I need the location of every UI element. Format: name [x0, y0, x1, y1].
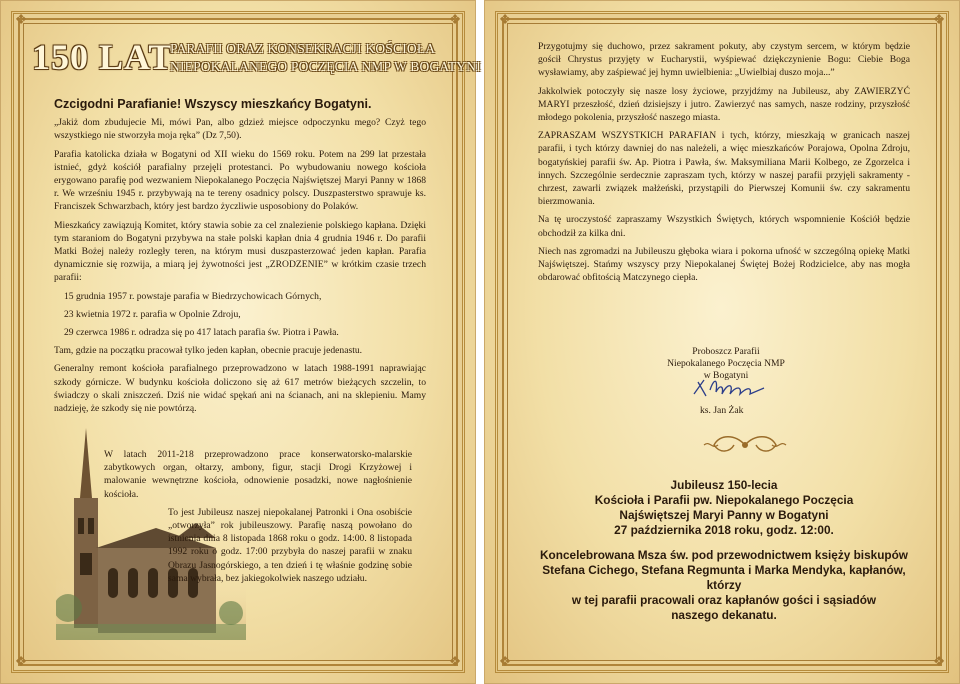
- list-item: 29 czerwca 1986 r. odradza się po 417 latach parafia św. Piotra i Pawła.: [64, 327, 339, 339]
- corner-ornament-icon: ❖: [932, 13, 946, 28]
- paragraph-invitation: ZAPRASZAM WSZYSTKICH PARAFIAN i tych, którzy, mieszkają w granicach naszej parafii, i tych którzy dawniej do nas należeli, a więc mieszkańców Porajowa, Opolna Zdroju, bogatyńskiej parafii św. Ap. Piotra i Pawła, św. Maksymiliana Marii Kolbego, ze Zgorzelca i innych. Szczególnie serdecznie zapraszam tych, którzy w naszej parafii przyjęli sakramenty - chrzest, zawarli związek małżeński, przystąpili do Pierwszej Komunii św. czy sakramentu bierzmowania.: [538, 130, 910, 208]
- mass-line-3: w tej parafii pracowali oraz kapłanów gości i sąsiadów: [571, 593, 877, 607]
- paragraph-conservation: W latach 2011-218 przeprowadzono prace konserwatorsko-malarskie zabytkowych organ, ołtarzy, ambony, figur, stacji Drogi Krzyżowej i malowanie wewnętrzne kościoła, odnowienie posadzki, nowe nagłośnienie kościoła.: [104, 449, 412, 500]
- left-text-body: [54, 98, 426, 420]
- handwritten-signature: [690, 372, 770, 404]
- signature-title-3: w Bogatyni: [703, 370, 749, 381]
- left-text-body-lower: [100, 448, 412, 590]
- signature-title-1: Proboszcz Parafii: [692, 346, 760, 357]
- signature-name: ks. Jan Żak: [700, 405, 744, 416]
- paragraph-entrust: Jakkolwiek potoczyły się nasze losy życiowe, przyjdźmy na Jubileusz, aby ZAWIERZYĆ MARYI przeszłość, dzień dzisiejszy i jutro. Zawierzyć nas samych, nasze rodziny, przyszłość młodego pokolenia, przyszłość naszego miasta.: [538, 85, 910, 124]
- right-text-body: [538, 40, 910, 289]
- corner-ornament-icon: ❖: [498, 13, 512, 28]
- event-line-2: Kościoła i Parafii pw. Niepokalanego Poczęcia: [594, 493, 854, 507]
- jubilee-header: [32, 36, 481, 84]
- event-date: 27 października 2018 roku, godz. 12:00.: [614, 523, 834, 537]
- paragraph-history: Parafia katolicka działa w Bogatyni od XII wieku do 1569 roku. Potem na 299 lat przestała istnieć, gdyż kościół parafialny przejęli protestanci. Po wybudowaniu nowego kościoła erygowano parafię pod wezwaniem Niepokalanego Poczęcia Najświętszej Maryi Panny w 1868 r. We wrześniu 1945 r. przybywają na te tereny osadnicy polscy. Duszpasterstwo sprawuje ks. Franciszek Schwarzbach, który jest bardzo życzliwie usposobiony do Polaków.: [54, 148, 426, 213]
- mass-info: [528, 548, 920, 623]
- jubilee-title-150: 150 LAT: [32, 37, 174, 77]
- mass-line-1: Koncelebrowana Msza św. pod przewodnictwem księży biskupów: [540, 548, 908, 562]
- paragraph-all-saints: Na tę uroczystość zapraszamy Wszystkich Świętych, których wspomnienie Kościół będzie obchodził za kilka dni.: [538, 214, 910, 239]
- mass-line-4: naszego dekanatu.: [671, 608, 777, 622]
- corner-ornament-icon: ❖: [448, 13, 462, 28]
- corner-ornament-icon: ❖: [14, 655, 28, 670]
- paragraph-renovation: Generalny remont kościoła parafialnego przeprowadzono w latach 1988-1991 naprawiając szkody górnicze. W budynku kościoła doliczono się aż 617 metrów bieżących szczelin, to świadczy o skali zniszczeń. Dziś nie widać spękań ani na ścianach, ani na sklepieniu. Mamy nadzieję, że szkody się nie powtórzą.: [54, 363, 426, 415]
- corner-ornament-icon: ❖: [14, 13, 28, 28]
- paragraph-preparation: Przygotujmy się duchowo, przez sakrament pokuty, aby czystym sercem, w którym będzie gościł Chrystus przyjęty w Eucharystii, wyśpiewać dziękczynienie Bogu: Ciebie Boga wysławiamy, aby zaśpiewać jej hymn uwielbienia: „Uwielbiaj duszo moja...”: [538, 41, 910, 79]
- paragraph-jubilee: To jest Jubileusz naszej niepokalanej Patronki i Ona osobiście „otworzyła” rok jubileuszowy. Parafię naszą powołano do istnienia dnia 8 listopada 1868 roku o godz. 14:00. 8 listopada 1992 roku o godz. 17:00 przybyła do naszej parafii w znaku Obrazu Jasnogórskiego, a ten dzień i tę właśnie godzinę sobie sama wybrała, bez jakiegokolwiek naszego udziału.: [168, 506, 412, 584]
- scripture-quote: „Jakiż dom zbudujecie Mi, mówi Pan, albo gdzież miejsce odpoczynku mego? Czyż tego wszystkiego nie stworzyła moja ręka” (Dz 7,50).: [54, 117, 426, 142]
- list-item: 23 kwietnia 1972 r. parafia w Opolnie Zdroju,: [64, 308, 241, 320]
- event-title: [528, 478, 920, 538]
- corner-ornament-icon: ❖: [498, 655, 512, 670]
- signature-title-2: Niepokalanego Poczęcia NMP: [667, 358, 785, 369]
- paragraph-faith: Niech nas zgromadzi na Jubileuszu głęboka wiara i pokorna ufność w szczególną opiekę Matki Najświętszej. Stańmy wszyscy przy Niepokalanej Świętej Bożej Rodzicielce, aby nas mogła obdarować obfitością Matczynego ciepła.: [538, 245, 910, 284]
- greeting: Czcigodni Parafianie! Wszyscy mieszkańcy Bogatyni.: [54, 97, 372, 111]
- corner-ornament-icon: ❖: [448, 655, 462, 670]
- event-line-1: Jubileusz 150-lecia: [670, 478, 778, 492]
- event-announcement: [528, 478, 920, 633]
- paragraph-committee: Mieszkańcy zawiązują Komitet, który stawia sobie za cel znalezienie polskiego kapłana. Dzięki tym staraniom do Bogatyni przybywa na stałe polski kapłan dnia 4 grudnia 1946 r. Do parafii Matki Bożej należy rozległy teren, na którym musi duszpasterzować jeden kapłan. Parafia dynamicznie się rozwija, a miarą jej żywotności jest „ZRODZENIE” w krótkim czasie trzech parafii:: [54, 219, 426, 284]
- header-line-2: NIEPOKALANEGO POCZĘCIA NMP W BOGATYNI: [170, 59, 481, 74]
- event-line-3: Najświętszej Maryi Panny w Bogatyni: [619, 508, 829, 522]
- corner-ornament-icon: ❖: [932, 655, 946, 670]
- header-line-1: PARAFII ORAZ KONSEKRACJI KOŚCIOŁA: [170, 41, 436, 56]
- ornamental-flourish-icon: [700, 432, 790, 458]
- paragraph-priests: Tam, gdzie na początku pracował tylko jeden kapłan, obecnie pracuje jedenastu.: [54, 345, 363, 357]
- list-item: 15 grudnia 1957 r. powstaje parafia w Biedrzychowicach Górnych,: [64, 290, 322, 302]
- jubilee-subtitle: [170, 40, 481, 76]
- mass-line-2: Stefana Cichego, Stefana Regmunta i Marka Mendyka, kapłanów, którzy: [542, 563, 906, 592]
